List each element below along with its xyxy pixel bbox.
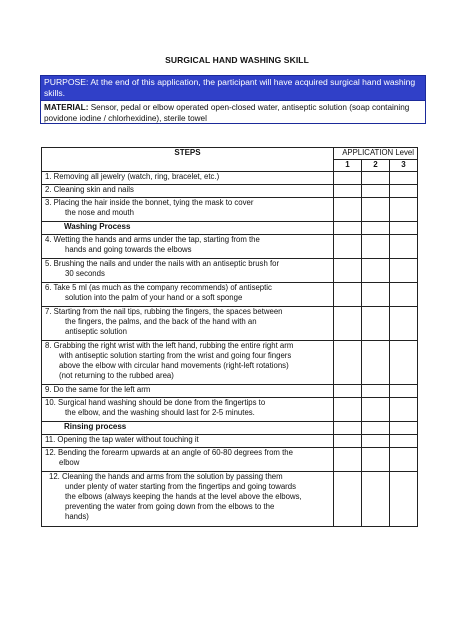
step-line: 12. Cleaning the hands and arms from the solution by passing them [49, 472, 283, 481]
level-1-cell[interactable] [334, 222, 362, 235]
level-2-cell[interactable] [362, 422, 390, 435]
step-text [42, 398, 334, 422]
level-2-cell[interactable] [362, 172, 390, 185]
level-1-header: 1 [334, 160, 362, 172]
level-2-cell[interactable] [362, 307, 390, 341]
level-1-cell[interactable] [334, 448, 362, 472]
level-1-cell[interactable] [334, 172, 362, 185]
table-row [42, 185, 418, 198]
level-3-cell[interactable] [390, 283, 418, 307]
level-3-cell[interactable] [390, 185, 418, 198]
step-line: 2. Cleaning skin and nails [45, 185, 134, 194]
level-2-cell[interactable] [362, 283, 390, 307]
step-text [42, 341, 334, 385]
level-2-cell[interactable] [362, 398, 390, 422]
step-text [42, 307, 334, 341]
step-line: the fingers, the palms, and the back of the hand with an [65, 317, 257, 326]
level-2-cell[interactable] [362, 435, 390, 448]
level-3-cell[interactable] [390, 172, 418, 185]
level-3-cell[interactable] [390, 307, 418, 341]
level-3-cell[interactable] [390, 398, 418, 422]
section-row [42, 422, 418, 435]
level-2-cell[interactable] [362, 235, 390, 259]
table-row [42, 435, 418, 448]
step-line: hands) [65, 512, 89, 521]
step-text [42, 198, 334, 222]
table-header-row [42, 148, 418, 160]
level-2-cell[interactable] [362, 222, 390, 235]
table-row [42, 472, 418, 527]
step-line: 7. Starting from the nail tips, rubbing the fingers, the spaces between [45, 307, 283, 316]
level-1-cell[interactable] [334, 185, 362, 198]
step-line: 5. Brushing the nails and under the nails with an antiseptic brush for [45, 259, 280, 268]
level-1-cell[interactable] [334, 422, 362, 435]
step-text [42, 448, 334, 472]
level-2-cell[interactable] [362, 185, 390, 198]
level-1-cell[interactable] [334, 385, 362, 398]
table-row [42, 283, 418, 307]
step-line: with antiseptic solution starting from the wrist and going four fingers [59, 351, 292, 360]
application-level-header: APPLICATION Level [334, 148, 418, 160]
purpose-box: PURPOSE: At the end of this application, the participant will have acquired surgical hand washing skills. [40, 75, 426, 101]
step-line: 6. Take 5 ml (as much as the company recommends) of antiseptic [45, 283, 272, 292]
level-3-header: 3 [390, 160, 418, 172]
step-line: 10. Surgical hand washing should be done from the fingertips to [45, 398, 266, 407]
step-line: above the elbow with circular hand movements (right-left rotations) [59, 361, 289, 370]
level-2-cell[interactable] [362, 259, 390, 283]
level-1-cell[interactable] [334, 341, 362, 385]
level-1-cell[interactable] [334, 435, 362, 448]
step-text [42, 385, 334, 398]
level-3-cell[interactable] [390, 448, 418, 472]
step-line: 1. Removing all jewelry (watch, ring, bracelet, etc.) [45, 172, 220, 181]
table-row [42, 172, 418, 185]
step-line: 9. Do the same for the left arm [45, 385, 151, 394]
step-text [42, 185, 334, 198]
level-3-cell[interactable] [390, 259, 418, 283]
level-1-cell[interactable] [334, 235, 362, 259]
step-text [42, 259, 334, 283]
level-2-cell[interactable] [362, 448, 390, 472]
table-row [42, 385, 418, 398]
level-3-cell[interactable] [390, 472, 418, 527]
step-text [42, 235, 334, 259]
level-2-cell[interactable] [362, 385, 390, 398]
material-text: Sensor, pedal or elbow operated open-closed water, antiseptic solution (soap containing povidone iodine / chlorhexidine), sterile towel [44, 103, 410, 123]
table-row [42, 398, 418, 422]
level-3-cell[interactable] [390, 222, 418, 235]
level-3-cell[interactable] [390, 341, 418, 385]
step-line: the elbows (always keeping the hands at the level above the elbows, [65, 492, 302, 501]
step-text [42, 172, 334, 185]
level-2-cell[interactable] [362, 198, 390, 222]
level-2-header: 2 [362, 160, 390, 172]
step-text [42, 472, 334, 527]
steps-header: STEPS [42, 148, 334, 172]
step-line: 11. Opening the tap water without touching it [45, 435, 199, 444]
table-row [42, 259, 418, 283]
step-text [42, 435, 334, 448]
level-3-cell[interactable] [390, 385, 418, 398]
step-line: elbow [59, 458, 80, 467]
step-line: hands and going towards the elbows [65, 245, 192, 254]
document-title: SURGICAL HAND WASHING SKILL [165, 55, 309, 65]
step-line: solution into the palm of your hand or a soft sponge [65, 293, 243, 302]
step-line: 12. Bending the forearm upwards at an angle of 60-80 degrees from the [45, 448, 293, 457]
steps-table [41, 147, 418, 527]
step-line: 30 seconds [65, 269, 105, 278]
material-box [40, 100, 426, 124]
table-row [42, 448, 418, 472]
step-line: 4. Wetting the hands and arms under the tap, starting from the [45, 235, 260, 244]
level-1-cell[interactable] [334, 472, 362, 527]
table-row [42, 198, 418, 222]
step-line: preventing the water from going down from the elbows to the [65, 502, 275, 511]
level-1-cell[interactable] [334, 198, 362, 222]
table-row [42, 235, 418, 259]
step-line: (not returning to the rubbed area) [59, 371, 174, 380]
level-3-cell[interactable] [390, 422, 418, 435]
step-line: antiseptic solution [65, 327, 127, 336]
level-1-cell[interactable] [334, 398, 362, 422]
table-row [42, 341, 418, 385]
level-2-cell[interactable] [362, 472, 390, 527]
step-text [42, 283, 334, 307]
step-line: 8. Grabbing the right wrist with the left hand, rubbing the entire right arm [45, 341, 294, 350]
level-3-cell[interactable] [390, 235, 418, 259]
level-3-cell[interactable] [390, 198, 418, 222]
level-1-cell[interactable] [334, 283, 362, 307]
table-row [42, 307, 418, 341]
step-line: the nose and mouth [65, 208, 134, 217]
section-rinsing-process: Rinsing process [42, 422, 334, 435]
material-label: MATERIAL: [44, 103, 89, 112]
level-1-cell[interactable] [334, 259, 362, 283]
level-2-cell[interactable] [362, 341, 390, 385]
step-line: the elbow, and the washing should last for 2-5 minutes. [65, 408, 255, 417]
level-3-cell[interactable] [390, 435, 418, 448]
step-line: under plenty of water starting from the fingertips and going towards [65, 482, 297, 491]
step-line: 3. Placing the hair inside the bonnet, tying the mask to cover [45, 198, 254, 207]
section-washing-process: Washing Process [42, 222, 334, 235]
level-1-cell[interactable] [334, 307, 362, 341]
section-row [42, 222, 418, 235]
